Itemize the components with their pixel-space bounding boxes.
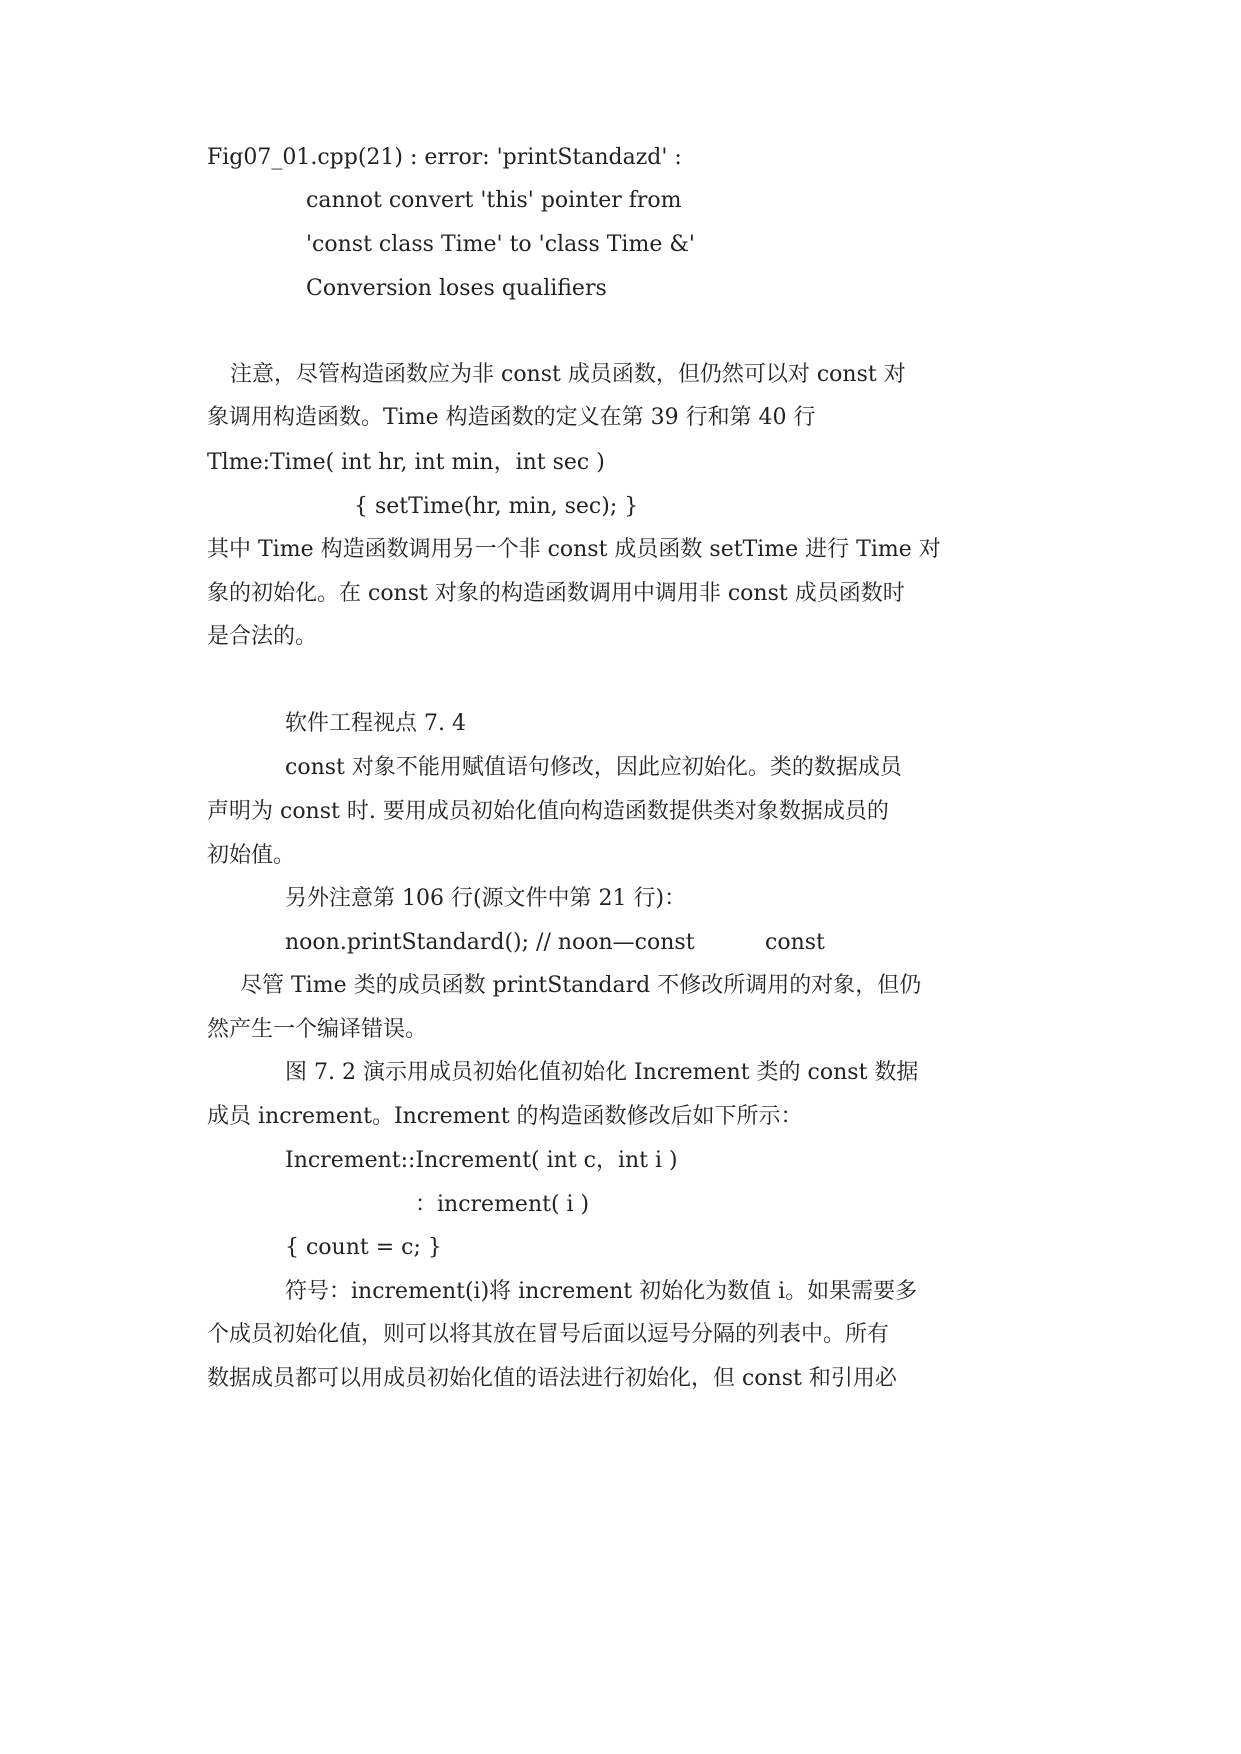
body-text-line: 初始值。 xyxy=(207,843,296,868)
body-text-line: 声明为 const 时. 要用成员初始化值向构造函数提供类对象数据成员的 xyxy=(207,799,889,824)
body-text-line: 是合法的。 xyxy=(207,624,318,649)
code-line: ：increment( i ) xyxy=(415,1192,590,1217)
code-line: Increment::Increment( int c，int i ) xyxy=(285,1148,678,1173)
body-text-line: 其中 Time 构造函数调用另一个非 const 成员函数 setTime 进行 Time 对 xyxy=(207,537,941,562)
body-text-line: 注意，尽管构造函数应为非 const 成员函数，但仍然可以对 const 对 xyxy=(230,362,906,387)
code-line: const xyxy=(765,930,825,955)
error-message-line: 'const class Time' to 'class Time &' xyxy=(306,232,695,257)
error-message-line: Fig07_01.cpp(21) : error: 'printStandazd' : xyxy=(207,145,682,170)
error-message-line: cannot convert 'this' pointer from xyxy=(306,188,682,213)
body-text-line: const 对象不能用赋值语句修改，因此应初始化。类的数据成员 xyxy=(285,755,902,780)
body-text-line: 尽管 Time 类的成员函数 printStandard 不修改所调用的对象，但仍 xyxy=(240,973,922,998)
body-text-line: 数据成员都可以用成员初始化值的语法进行初始化，但 const 和引用必 xyxy=(207,1366,897,1391)
body-text-line: 图 7. 2 演示用成员初始化值初始化 Increment 类的 const 数据 xyxy=(285,1060,919,1085)
body-text-line: 象的初始化。在 const 对象的构造函数调用中调用非 const 成员函数时 xyxy=(207,581,905,606)
code-line: { count = c; } xyxy=(285,1235,442,1260)
body-text-line: 象调用构造函数。Time 构造函数的定义在第 39 行和第 40 行 xyxy=(207,405,816,430)
code-line: noon.printStandard(); // noon—const xyxy=(285,930,695,955)
body-text-line: 另外注意第 106 行(源文件中第 21 行)： xyxy=(285,886,687,911)
body-text-line: 成员 increment。Increment 的构造函数修改后如下所示： xyxy=(207,1104,803,1129)
body-text-line: 个成员初始化值，则可以将其放在冒号后面以逗号分隔的列表中。所有 xyxy=(207,1322,890,1347)
error-message-line: Conversion loses qualifiers xyxy=(306,276,607,301)
body-text-line: 然产生一个编译错误。 xyxy=(207,1017,428,1042)
section-heading: 软件工程视点 7. 4 xyxy=(285,711,466,736)
code-line: { setTime(hr, min, sec); } xyxy=(354,494,639,519)
body-text-line: 符号：increment(i)将 increment 初始化为数值 i。如果需要多 xyxy=(285,1279,918,1304)
code-line: Tlme:Time( int hr, int min，int sec ) xyxy=(207,450,605,475)
